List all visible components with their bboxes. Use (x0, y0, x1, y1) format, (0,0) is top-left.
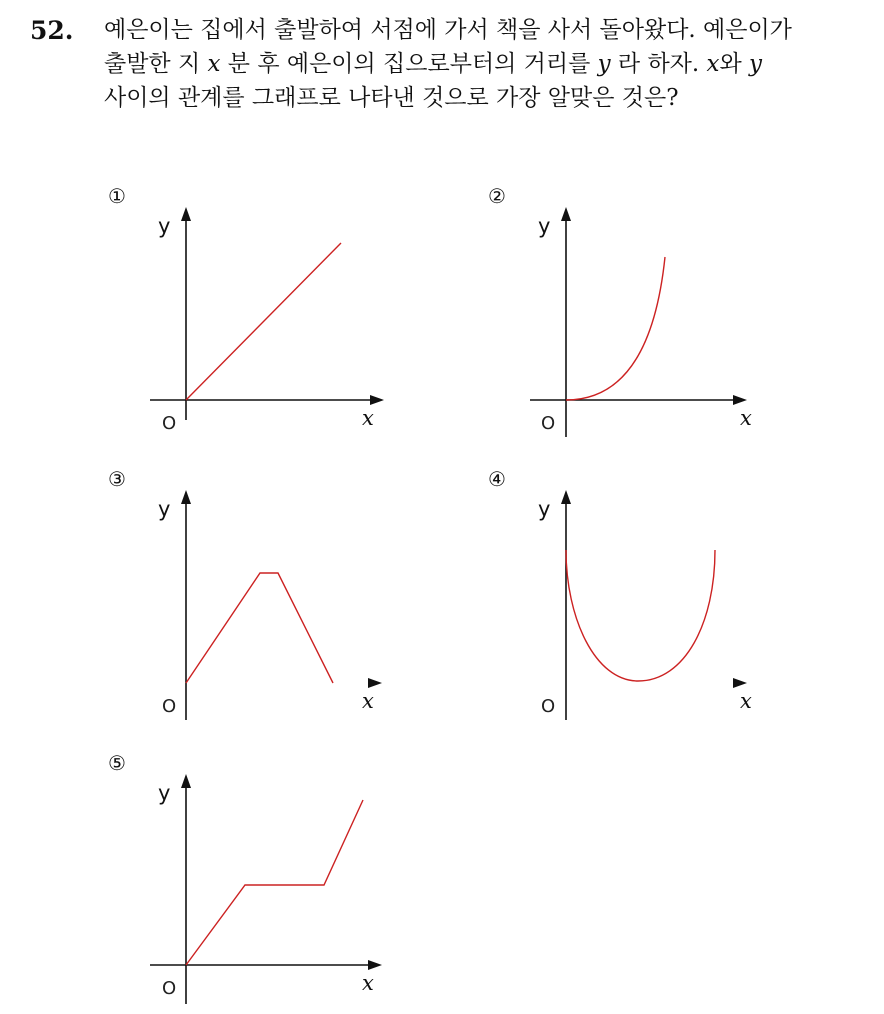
graph-curve (186, 800, 363, 965)
y-axis-arrow-icon (561, 207, 571, 221)
y-axis-label: y (538, 497, 551, 521)
option-5-svg (100, 742, 400, 1012)
question-text-part: 분 후 예은이의 집으로부터의 거리를 (220, 51, 598, 77)
y-axis-label: y (158, 497, 171, 521)
graph-curve (186, 243, 341, 400)
x-axis-label: x (362, 971, 374, 995)
x-axis-arrow-icon (368, 678, 382, 688)
origin-label: O (162, 978, 177, 999)
y-axis-arrow-icon (181, 207, 191, 221)
x-axis-label: x (740, 406, 752, 430)
y-axis-arrow-icon (181, 774, 191, 788)
question-text-line-1: 예은이는 집에서 출발하여 서점에 가서 책을 사서 돌아왔다. 예은이가 (104, 17, 792, 43)
question-text-part: 출발한 지 (104, 51, 208, 77)
option-4-svg (480, 458, 780, 728)
y-axis-label: y (158, 214, 171, 238)
variable-y: y (749, 51, 763, 77)
x-axis-arrow-icon (368, 960, 382, 970)
option-4-graph[interactable] (480, 458, 780, 728)
option-2-svg (480, 175, 780, 445)
option-2-graph[interactable] (480, 175, 780, 445)
variable-x: x (207, 51, 221, 77)
origin-label: O (541, 696, 556, 717)
y-axis-label: y (158, 781, 171, 805)
option-3-svg (100, 458, 400, 728)
x-axis-arrow-icon (733, 395, 747, 405)
graph-curve (566, 550, 715, 681)
y-axis-arrow-icon (561, 490, 571, 504)
graph-curve (186, 573, 333, 683)
question-text-part: 와 (719, 51, 750, 77)
option-5-graph[interactable] (100, 742, 400, 1012)
option-number-label: ⑤ (108, 751, 126, 775)
origin-label: O (162, 413, 177, 434)
question-number: 52. (30, 16, 74, 45)
question-text-line-3: 사이의 관계를 그래프로 나타낸 것으로 가장 알맞은 것은? (104, 85, 679, 111)
question-text-line-2 (104, 48, 762, 80)
option-3-graph[interactable] (100, 458, 400, 728)
option-number-label: ① (108, 184, 126, 208)
x-axis-arrow-icon (370, 395, 384, 405)
option-number-label: ④ (488, 467, 506, 491)
option-1-graph[interactable] (100, 175, 400, 445)
origin-label: O (162, 696, 177, 717)
y-axis-arrow-icon (181, 490, 191, 504)
graph-curve (566, 257, 665, 400)
x-axis-arrow-icon (733, 678, 747, 688)
variable-y: y (597, 51, 611, 77)
x-axis-label: x (362, 406, 374, 430)
option-1-svg (100, 175, 400, 445)
option-number-label: ③ (108, 467, 126, 491)
x-axis-label: x (740, 689, 752, 713)
origin-label: O (541, 413, 556, 434)
option-number-label: ② (488, 184, 506, 208)
question-text-part: 라 하자. (610, 51, 707, 77)
variable-x: x (706, 51, 720, 77)
y-axis-label: y (538, 214, 551, 238)
x-axis-label: x (362, 689, 374, 713)
